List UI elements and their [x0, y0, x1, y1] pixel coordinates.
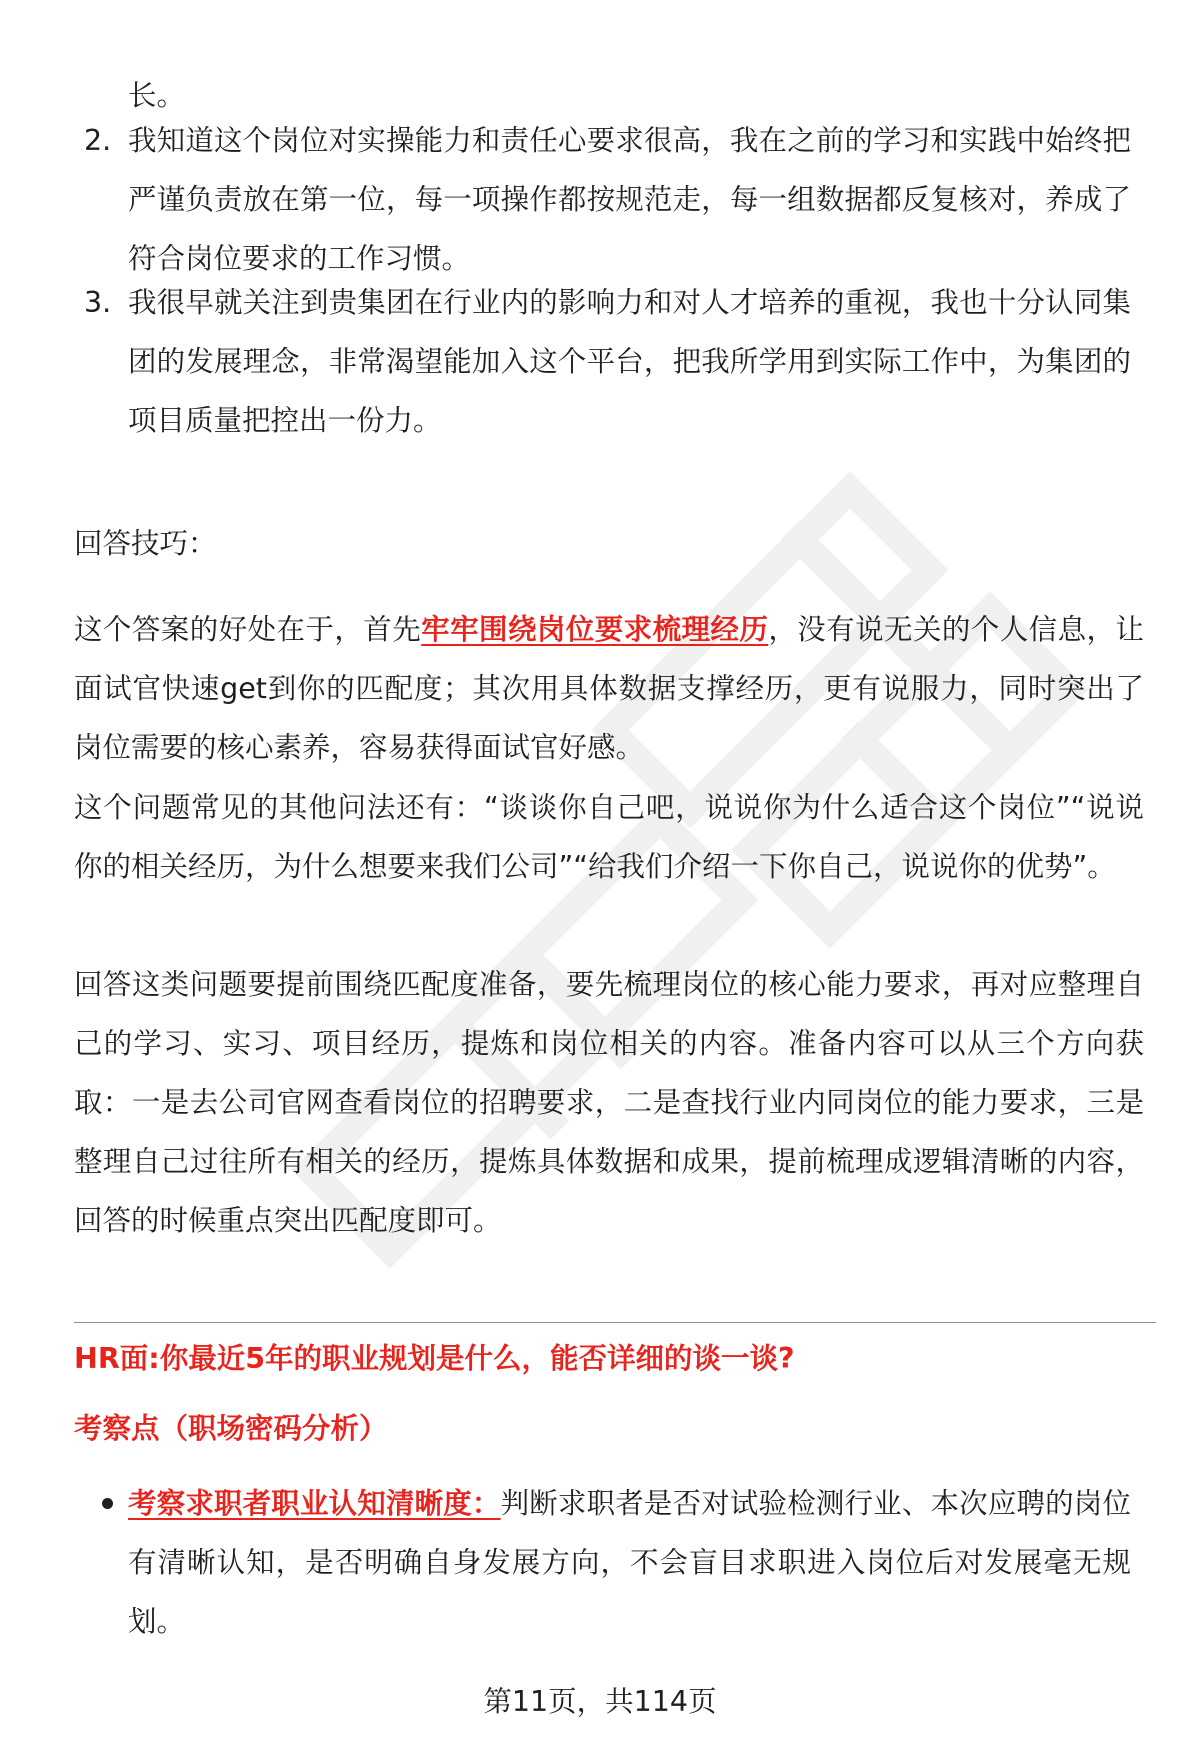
tips-highlight: 牢牢围绕岗位要求梳理经历	[421, 613, 769, 646]
tips-text-post: ，没有说无关的个人信息，让面试官快速get到你的匹配度；其次用具体数据支撑经历，更有说服力，同时突出了岗位需要的核心素养，容易获得面试官好感。	[74, 613, 1144, 764]
list-item-continuation: 长。	[128, 79, 186, 112]
bullet-text	[128, 1474, 1131, 1651]
list-item-number: 3.	[84, 286, 112, 319]
list-item-text: 我知道这个岗位对实操能力和责任心要求很高，我在之前的学习和实践中始终把严谨负责放在第一位，每一项操作都按规范走，每一组数据都反复核对，养成了符合岗位要求的工作习惯。	[128, 124, 1131, 275]
list-item-text: 我很早就关注到贵集团在行业内的影响力和对人才培养的重视，我也十分认同集团的发展理念，非常渴望能加入这个平台，把我所学用到实际工作中，为集团的项目质量把控出一份力。	[128, 286, 1131, 437]
page-footer: 第11页，共114页	[483, 1685, 717, 1718]
tips-label: 回答技巧：	[74, 527, 217, 560]
list-item-number: 2.	[84, 124, 112, 157]
section-divider	[74, 1322, 1156, 1323]
tips-paragraph-3: 回答这类问题要提前围绕匹配度准备，要先梳理岗位的核心能力要求，再对应整理自己的学习、实习、项目经历，提炼和岗位相关的内容。准备内容可以从三个方向获取：一是去公司官网查看岗位的招聘要求，二是查找行业内同岗位的能力要求，三是整理自己过往所有相关的经历，提炼具体数据和成果，提前梳理成逻辑清晰的内容，回答的时候重点突出匹配度即可。	[74, 968, 1144, 1237]
tips-text-pre: 这个答案的好处在于，首先	[74, 613, 422, 646]
bullet-dot-icon	[102, 1498, 113, 1509]
bullet-body: 判断求职者是否对试验检测行业、本次应聘的岗位有清晰认知，是否明确自身发展方向，不会盲目求职进入岗位后对发展毫无规划。	[128, 1487, 1131, 1638]
section-title: 考察点（职场密码分析）	[74, 1412, 388, 1445]
tips-paragraph-2: 这个问题常见的其他问法还有：“谈谈你自己吧，说说你为什么适合这个岗位”“说说你的相关经历，为什么想要来我们公司”“给我们介绍一下你自己，说说你的优势”。	[74, 791, 1144, 883]
bullet-label: 考察求职者职业认知清晰度：	[128, 1487, 501, 1520]
tips-paragraph-1	[74, 600, 1144, 777]
hr-question-heading: HR面:你最近5年的职业规划是什么，能否详细的谈一谈?	[74, 1342, 795, 1375]
